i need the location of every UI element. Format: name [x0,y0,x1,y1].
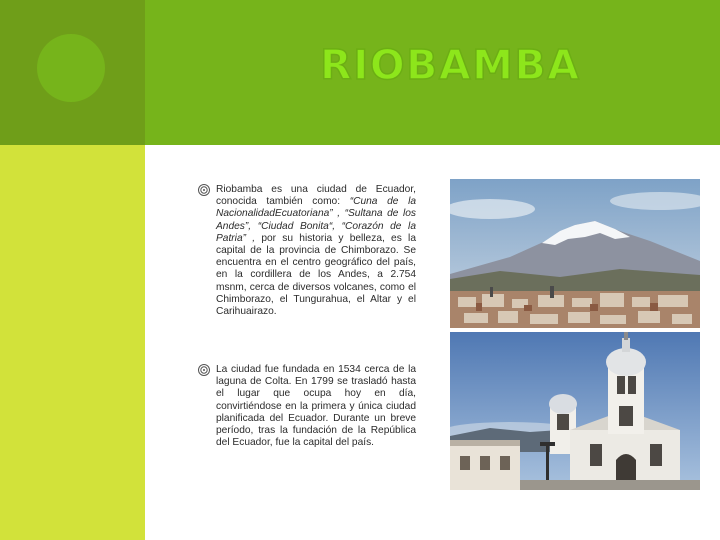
decorative-circle [37,34,105,102]
circle-bullet-icon [196,362,212,378]
cathedral-photo [450,332,700,490]
paragraph-segment: Riobamba [216,184,263,195]
paragraph-segment-italic: “Cuna de la NacionalidadEcuatoriana” , “Sultana de los Andes”, “Ciudad Bonita“, “Corazón de la Patria” , [216,196,416,244]
slide-title: RIOBAMBA [320,41,581,89]
paragraph-segment: La ciudad fue fundada en 1534 cerca de la laguna de Colta. En 1799 se trasladó hasta el lugar que ocupa hoy en día, convirtiéndose en la primera y única ciudad planificada del Ecuador. Durante un breve período, tras la fundación de la República del Ecuador, fue la capital del país. [216,364,416,449]
circle-bullet-icon [196,182,212,198]
chimborazo-city-photo [450,179,700,328]
bullet-paragraph-2 [216,364,416,449]
paragraph-segment: es una ciudad de Ecuador, conocida también como: [216,184,416,208]
left-sidebar-strip [0,145,145,540]
bullet-paragraph-1 [216,184,416,318]
paragraph-segment: por su historia y belleza, es la capital de la provincia de Chimborazo. Se encuentra en el centro geográfico del país, en la cordillera de los Andes, a 2.754 msnm, cerca de diversos volcanes, como el Chimborazo, el Tungurahua, el Altar y el Carihuairazo. [216,232,416,318]
